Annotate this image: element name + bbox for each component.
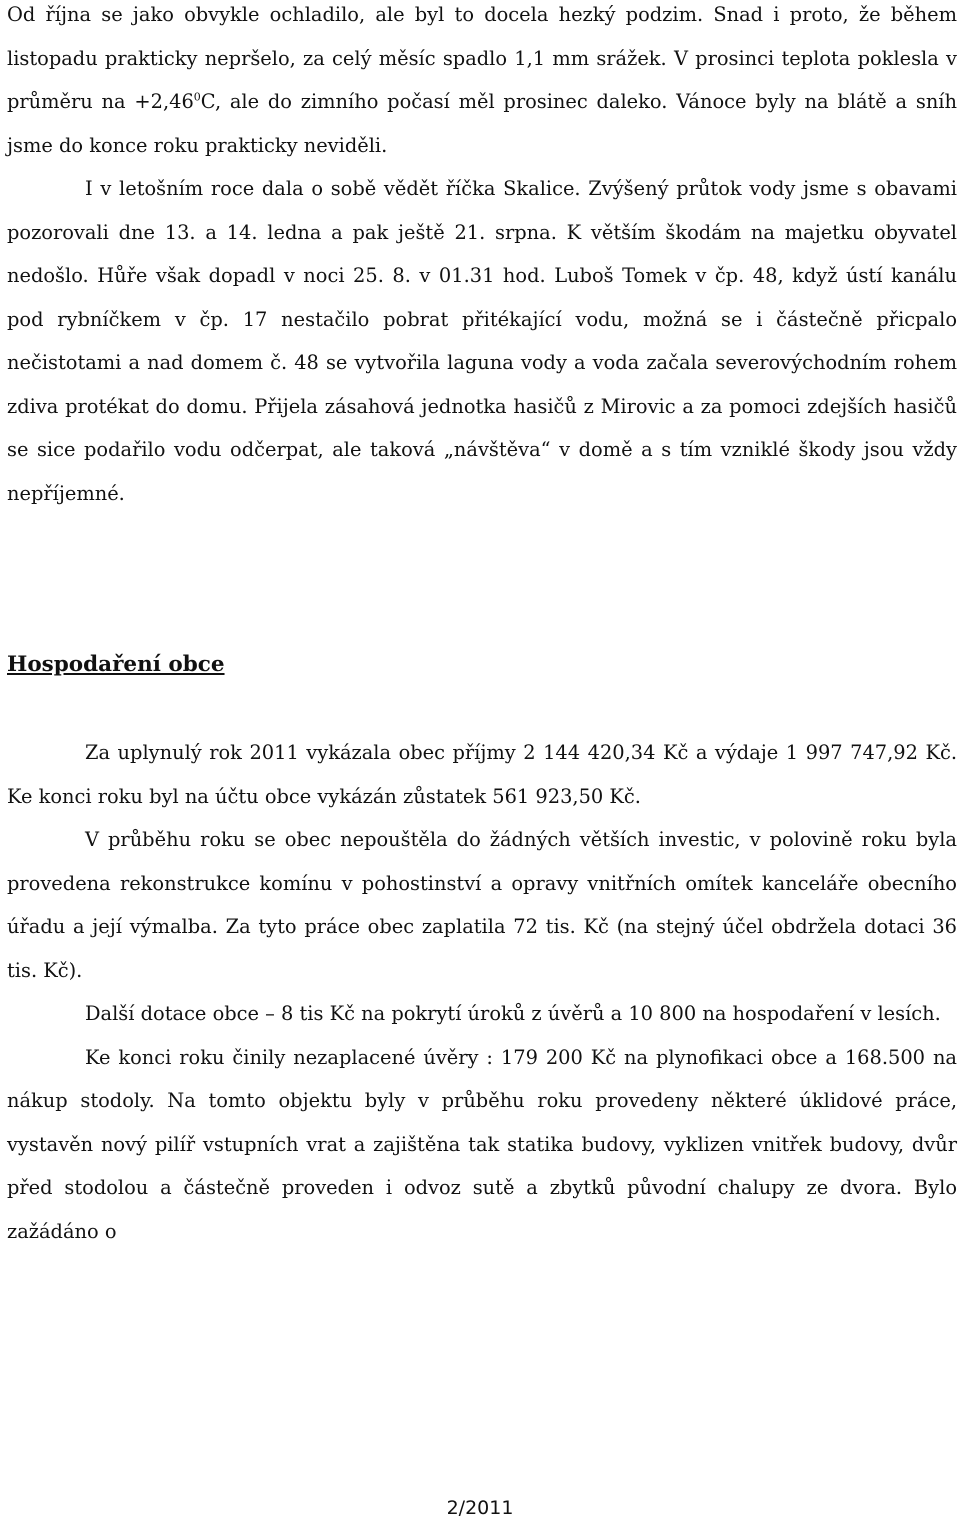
page-footer: 2/2011 [446,1497,514,1519]
paragraph-subsidies: Další dotace obce – 8 tis Kč na pokrytí úroků z úvěrů a 10 800 na hospodaření v lesích. [85,1002,941,1025]
paragraph-income-expenses: Za uplynulý rok 2011 vykázala obec příjmy 2 144 420,34 Kč a výdaje 1 997 747,92 Kč. Ke konci roku byl na účtu obce vykázán zůstatek 561 923,50 Kč. [7,741,957,808]
paragraph-autumn-weather [7,0,957,167]
degree-superscript: 0 [193,90,201,104]
section-heading: Hospodaření obce [7,652,225,677]
text-run: C, ale do zimního počasí měl prosinec daleko. Vánoce byly na blátě a sníh jsme do konce roku prakticky neviděli. [7,90,957,157]
paragraph-investments: V průběhu roku se obec nepouštěla do žádných větších investic, v polovině roku byla provedena rekonstrukce komínu v pohostinství a opravy vnitřních omítek kanceláře obecního úřadu a její výmalba. Za tyto práce obec zaplatila 72 tis. Kč (na stejný účel obdržela dotaci 36 tis. Kč). [7,828,957,982]
text-run: Od října se jako obvykle ochladilo, ale byl to docela hezký podzim. Snad i proto, že během listopadu prakticky nepršelo, za celý měsíc spadlo 1,1 mm srážek. V prosinci teplota poklesla v průměru na +2,46 [7,3,957,113]
paragraph-loans: Ke konci roku činily nezaplacené úvěry : 179 200 Kč na plynofikaci obce a 168.500 na nákup stodoly. Na tomto objektu byly v průběhu roku provedeny některé úklidové práce, vystavěn nový pilíř vstupních vrat a zajištěna tak statika budovy, vyklizen vnitřek budovy, dvůr před stodolou a částečně proveden i odvoz sutě a zbytků původní chalupy ze dvora. Bylo zažádáno o [7,1045,957,1243]
section-weather [7,0,957,515]
paragraph-skalice-flood: I v letošním roce dala o sobě vědět říčka Skalice. Zvýšený průtok vody jsme s obavami pozorovali dne 13. a 14. ledna a pak ještě 21. srpna. K větším škodám na majetku obyvatel nedošlo. Hůře však dopadl v noci 25. 8. v 01.31 hod. Luboš Tomek v čp. 48, když ústí kanálu pod rybníčkem v čp. 17 nestačilo pobrat přitékající vodu, možná se i částečně přicpalo nečistotami a nad domem č. 48 se vytvořila laguna vody a voda začala severovýchodním rohem zdiva protékat do domu. Přijela zásahová jednotka hasičů z Mirovic a za pomoci zdejších hasičů se sice podařilo vodu odčerpat, ale taková „návštěva“ v domě a s tím vzniklé škody jsou vždy nepříjemné. [7,177,957,505]
section-finances [7,731,957,1253]
